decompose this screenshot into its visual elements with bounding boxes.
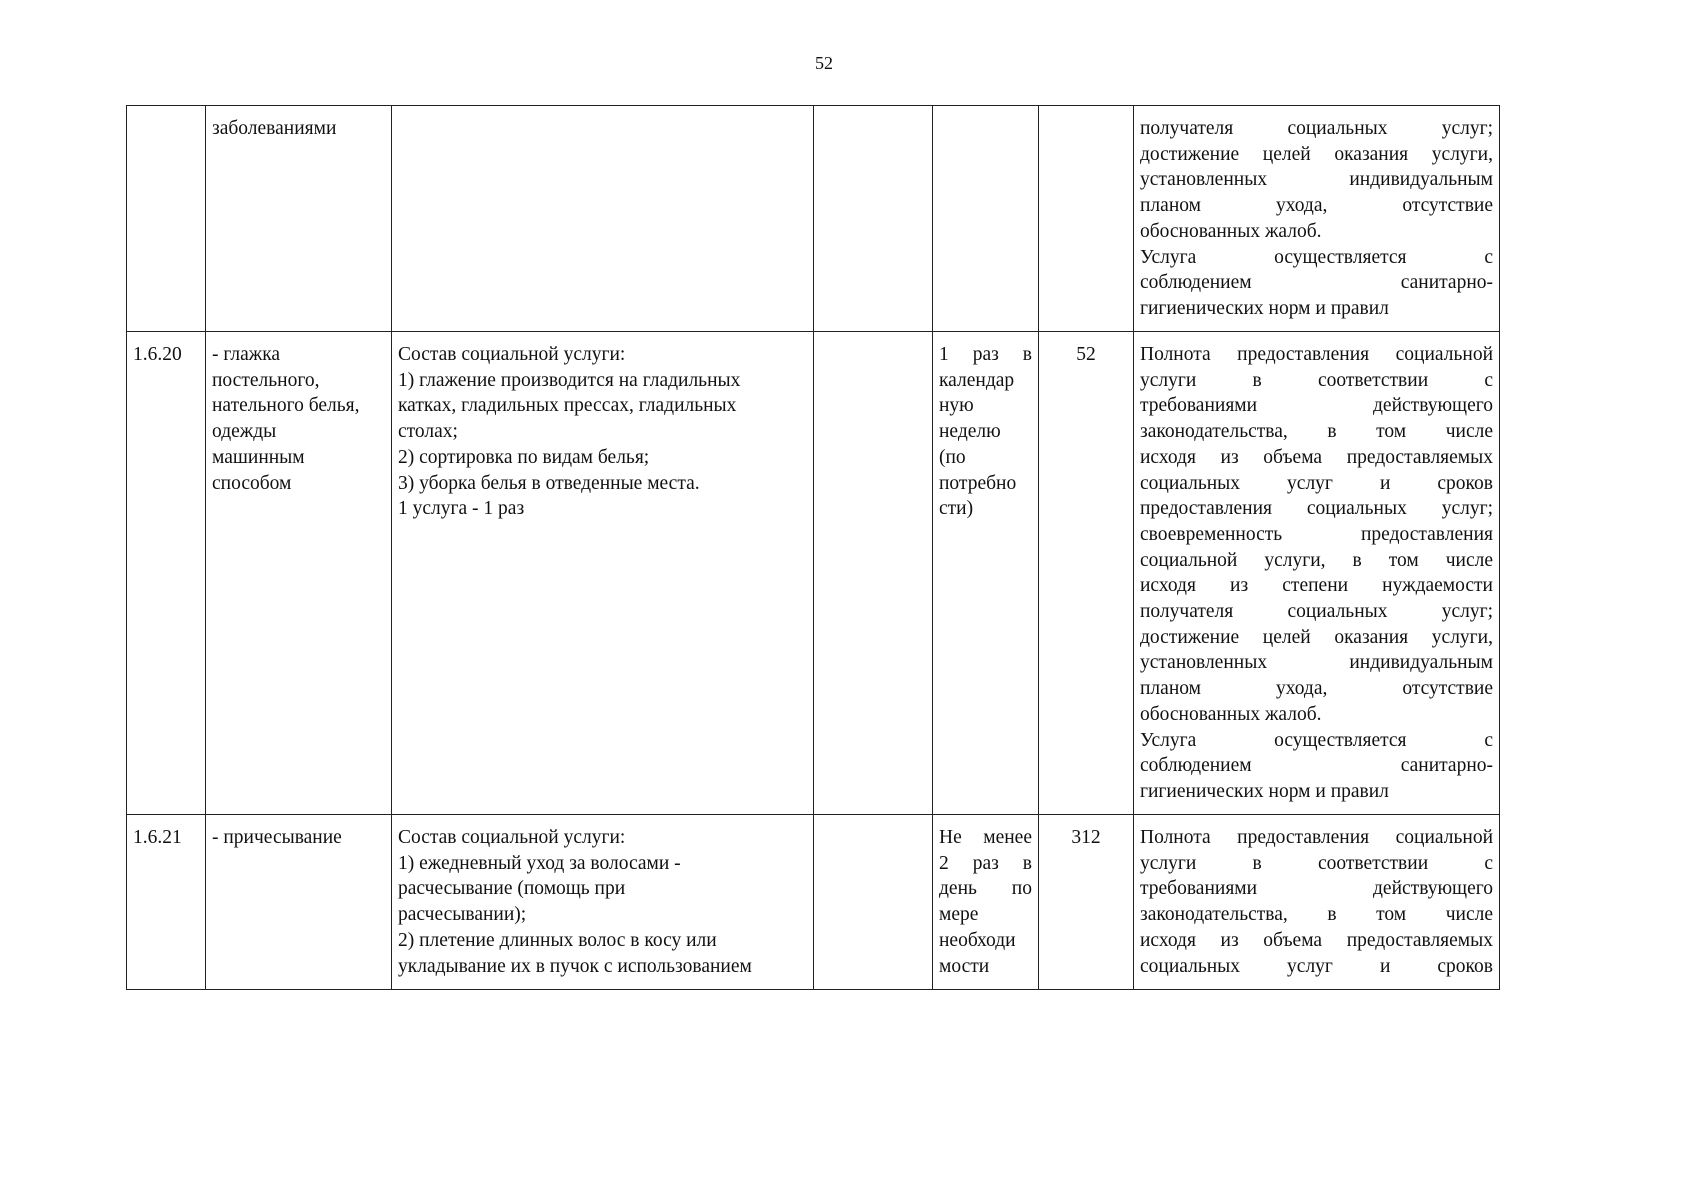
cell-service-content [392,332,814,815]
criteria-line: достижение целей оказания услуги, [1140,143,1493,165]
cell-number [127,815,206,990]
cell-col4 [814,332,933,815]
cell-service-content [392,815,814,990]
criteria-line: установленных индивидуальным [1140,652,1493,674]
cell-quality-criteria [1134,332,1500,815]
criteria-line: обоснованных жалоб. [1140,703,1322,725]
criteria-line: планом ухода, отсутствие [1140,195,1493,217]
criteria-line: своевременность предоставления [1140,523,1493,545]
service-content-line: Состав социальной услуги: [398,344,626,365]
frequency-line: день по [939,878,1032,900]
criteria-line: социальной услуги, в том числе [1140,549,1493,571]
service-content-line: расчесывание (помощь при [398,878,626,900]
criteria-line: Услуга осуществляется с [1140,729,1493,751]
criteria-line: социальных услуг и сроков [1140,955,1493,977]
frequency-line: 2 раз в [939,852,1032,874]
cell-service-name [206,332,392,815]
cell-service-name [206,815,392,990]
criteria-line: Услуга осуществляется с [1140,246,1493,268]
cell-quality-criteria [1134,815,1500,990]
frequency-line: потребно [939,472,1017,494]
service-content-line: расчесывании); [398,904,527,926]
cell-service-content [392,106,814,332]
service-content-line: 1) ежедневный уход за волосами - [398,852,681,874]
frequency-line: неделю [939,421,1001,443]
criteria-line: планом ухода, отсутствие [1140,678,1493,700]
cell-frequency [933,815,1039,990]
cell-col4 [814,815,933,990]
criteria-line: получателя социальных услуг; [1140,601,1493,623]
criteria-line: достижение целей оказания услуги, [1140,626,1493,648]
cell-count [1039,332,1134,815]
services-table [126,105,1500,990]
service-name-line: - причесывание [212,827,342,848]
table-row [127,106,1500,332]
service-content-line: укладывание их в пучок с использованием [398,955,752,977]
service-name-line: постельного, [212,369,320,391]
criteria-line: Полнота предоставления социальной [1140,827,1493,848]
service-number: 1.6.20 [133,344,182,365]
frequency-line: (по [939,446,966,468]
frequency-line: сти) [939,498,974,520]
service-content-line: катках, гладильных прессах, гладильных [398,395,737,417]
service-content-line: 2) сортировка по видам белья; [398,446,650,468]
service-name-line: одежды [212,421,277,443]
criteria-line: исходя из объема предоставляемых [1140,929,1493,951]
frequency-line: ную [939,395,974,417]
table-row [127,332,1500,815]
criteria-line: гигиенических норм и правил [1140,297,1389,319]
service-content-line: столах; [398,421,458,443]
cell-col4 [814,106,933,332]
criteria-line: обоснованных жалоб. [1140,220,1322,242]
service-name-line: - глажка [212,344,281,365]
table-body [127,106,1500,990]
service-content-line: 3) уборка белья в отведенные места. [398,472,700,494]
cell-frequency [933,332,1039,815]
service-content-line: 1 услуга - 1 раз [398,498,525,520]
criteria-line: гигиенических норм и правил [1140,780,1389,802]
cell-number [127,332,206,815]
criteria-line: Полнота предоставления социальной [1140,344,1493,365]
cell-service-name [206,106,392,332]
criteria-line: соблюдением санитарно- [1140,272,1493,294]
service-name-line: способом [212,472,292,494]
criteria-line: требованиями действующего [1140,878,1493,900]
criteria-line: соблюдением санитарно- [1140,755,1493,777]
criteria-line: услуги в соответствии с [1140,852,1493,874]
cell-frequency [933,106,1039,332]
cell-count [1039,815,1134,990]
frequency-line: мере [939,904,979,926]
frequency-line: Не менее [939,827,1032,848]
frequency-line: 1 раз в [939,344,1032,365]
criteria-line: социальных услуг и сроков [1140,472,1493,494]
page-number: 52 [815,53,833,73]
cell-count [1039,106,1134,332]
service-count: 312 [1071,827,1101,848]
criteria-line: законодательства, в том числе [1140,421,1493,443]
criteria-line: исходя из степени нуждаемости [1140,575,1493,597]
service-name-line: нательного белья, [212,395,360,417]
service-number: 1.6.21 [133,827,182,848]
frequency-line: мости [939,955,990,977]
criteria-line: исходя из объема предоставляемых [1140,446,1493,468]
service-count: 52 [1076,344,1096,365]
criteria-line: законодательства, в том числе [1140,904,1493,926]
criteria-line: установленных индивидуальным [1140,169,1493,191]
table-row [127,815,1500,990]
service-content-line: Состав социальной услуги: [398,827,626,848]
cell-quality-criteria [1134,106,1500,332]
frequency-line: необходи [939,929,1016,951]
service-content-line: 1) глажение производится на гладильных [398,369,741,391]
criteria-line: услуги в соответствии с [1140,369,1493,391]
criteria-line: предоставления социальных услуг; [1140,498,1493,520]
criteria-line: получателя социальных услуг; [1140,118,1493,139]
frequency-line: календар [939,369,1015,391]
service-content-line: 2) плетение длинных волос в косу или [398,929,717,951]
cell-number [127,106,206,332]
service-name-line: машинным [212,446,305,468]
service-name-line: заболеваниями [212,118,337,139]
criteria-line: требованиями действующего [1140,395,1493,417]
